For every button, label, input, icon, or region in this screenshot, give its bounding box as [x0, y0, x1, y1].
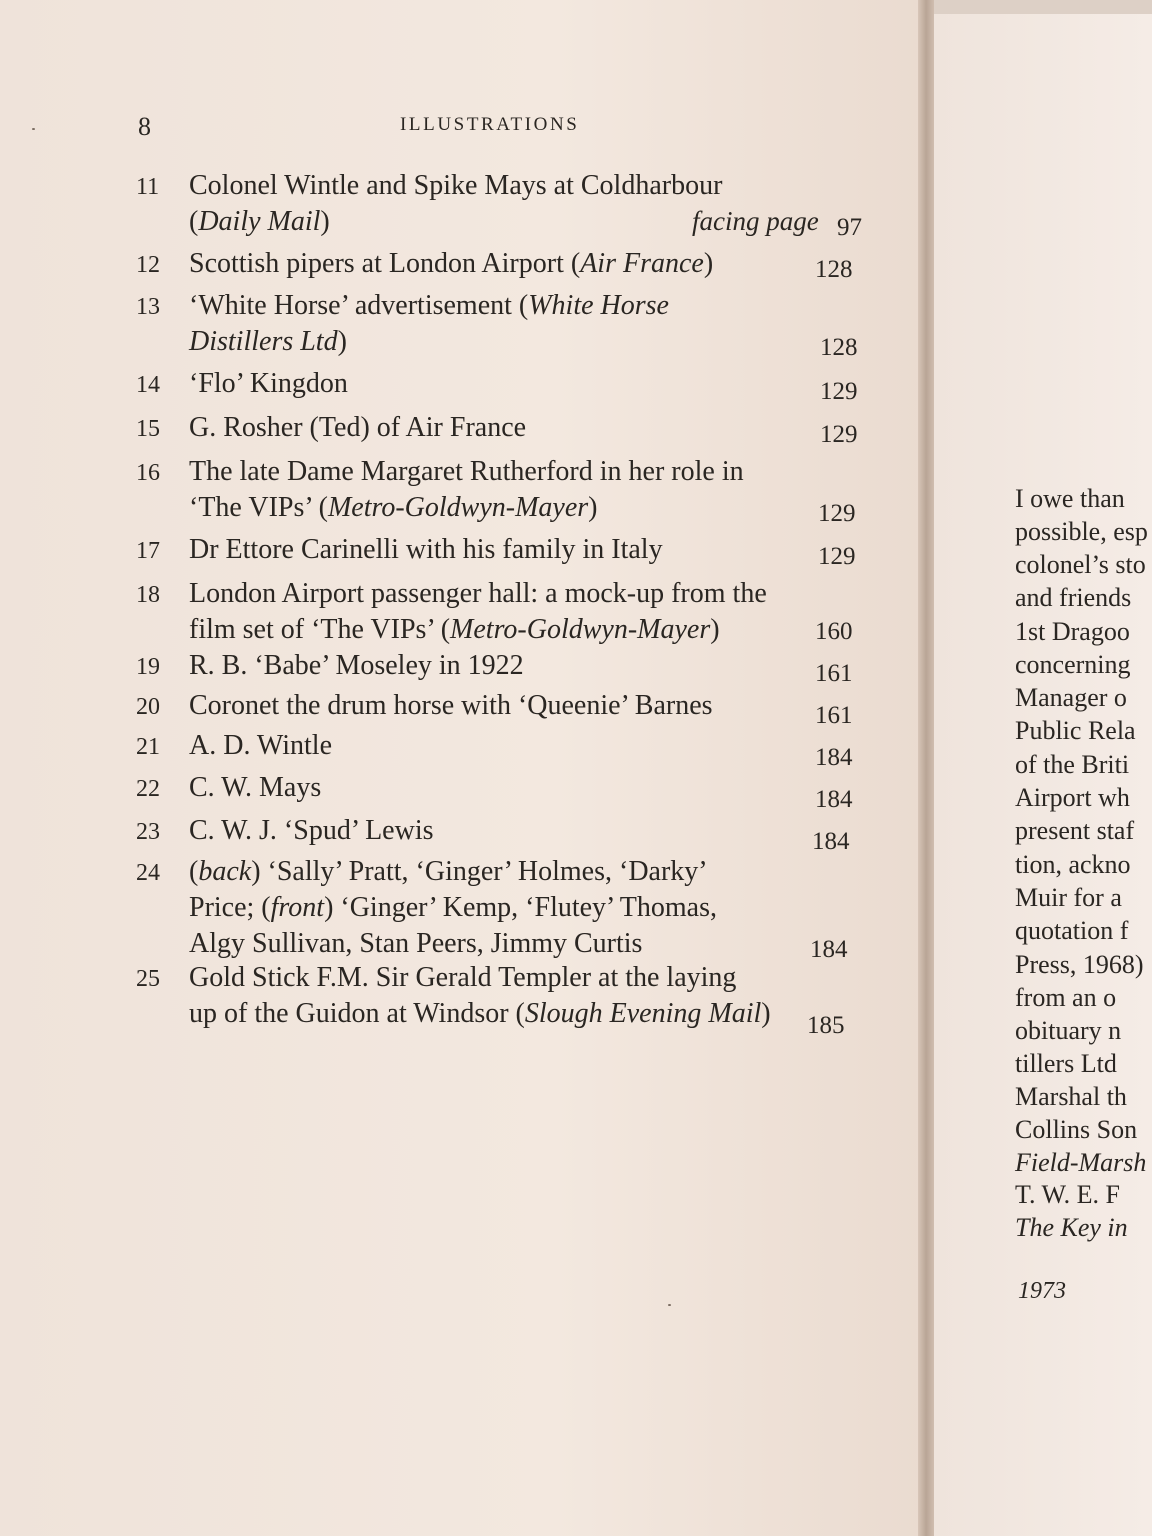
- entry-number: 20: [136, 694, 160, 720]
- year: 1973: [1018, 1278, 1066, 1304]
- acknowledgement-line: obituary n: [1015, 1016, 1122, 1045]
- caption-text: ): [761, 998, 771, 1029]
- acknowledgement-line: tillers Ltd: [1015, 1049, 1117, 1078]
- entry-caption-line: [189, 998, 771, 1030]
- entry-caption-line: [189, 892, 717, 924]
- acknowledgement-line: Manager o: [1015, 683, 1127, 712]
- entry-caption-line: [189, 412, 526, 444]
- acknowledgement-line: The Key in: [1015, 1213, 1128, 1242]
- paper-speck: [32, 128, 35, 130]
- caption-text: (: [189, 856, 199, 887]
- entry-page-number: 160: [815, 618, 853, 645]
- entry-number: 11: [136, 174, 160, 200]
- caption-text: ): [320, 206, 330, 237]
- entry-number: 25: [136, 966, 160, 992]
- acknowledgement-line: Field-Marsh: [1015, 1148, 1147, 1177]
- italic-credit: Metro-Goldwyn-Mayer: [450, 614, 711, 645]
- entry-page-number: 128: [820, 334, 858, 361]
- acknowledgement-line: and friends: [1015, 583, 1132, 612]
- entry-number: 21: [136, 734, 160, 760]
- caption-text: Coronet the drum horse with ‘Queenie’ Barnes: [189, 690, 713, 721]
- caption-text: ): [710, 614, 720, 645]
- entry-caption-line: [189, 456, 744, 488]
- acknowledgement-line: I owe than: [1015, 484, 1125, 513]
- entry-caption-line: [189, 290, 669, 322]
- caption-text: ): [337, 326, 347, 357]
- entry-caption-line: [189, 928, 642, 960]
- entry-caption-line: [189, 690, 713, 722]
- entry-number: 22: [136, 776, 160, 802]
- caption-text: film set of ‘The VIPs’ (: [189, 614, 451, 645]
- entry-caption-line: [189, 772, 321, 804]
- page-number: 8: [138, 112, 151, 141]
- facing-page-label: facing page: [692, 206, 819, 236]
- entry-page-number: 184: [815, 744, 853, 771]
- acknowledgement-line: concerning: [1015, 650, 1131, 679]
- caption-text: R. B. ‘Babe’ Moseley in 1922: [189, 650, 524, 681]
- acknowledgement-line: Airport wh: [1015, 783, 1130, 812]
- entry-page-number: 184: [815, 786, 853, 813]
- entry-caption-line: [189, 248, 713, 280]
- acknowledgement-line: possible, esp: [1015, 517, 1148, 546]
- acknowledgement-line: of the Briti: [1015, 750, 1130, 779]
- italic-credit: Metro-Goldwyn-Mayer: [327, 492, 589, 523]
- acknowledgement-line: from an o: [1015, 983, 1117, 1012]
- caption-text: The late Dame Margaret Rutherford in her role in: [189, 456, 744, 487]
- entry-page-number: 97: [837, 214, 862, 241]
- entry-page-number: 184: [810, 936, 848, 963]
- caption-text: Colonel Wintle and Spike Mays at Coldharbour: [189, 170, 723, 201]
- entry-caption-line: [189, 170, 722, 202]
- acknowledgement-line: present staf: [1015, 816, 1135, 845]
- entry-caption-line: [189, 368, 348, 400]
- entry-caption-line: [189, 326, 347, 358]
- entry-number: 17: [136, 538, 160, 564]
- entry-caption-line: [189, 730, 332, 762]
- entry-number: 18: [136, 582, 160, 608]
- caption-text: G. Rosher (Ted) of Air France: [189, 412, 527, 443]
- italic-credit: back: [198, 856, 252, 887]
- caption-text: ): [588, 492, 598, 523]
- entry-caption-line: [189, 492, 597, 524]
- caption-text: ) ‘Ginger’ Kemp, ‘Flutey’ Thomas,: [324, 892, 718, 923]
- caption-text: ‘White Horse’ advertisement (: [189, 290, 529, 321]
- entry-number: 14: [136, 372, 160, 398]
- entry-caption-line: [189, 578, 767, 610]
- italic-credit: front: [270, 892, 325, 923]
- italic-credit: Air France: [580, 248, 704, 279]
- entry-page-number: 128: [815, 256, 853, 283]
- caption-text: Gold Stick F.M. Sir Gerald Templer at the laying: [189, 962, 737, 993]
- entry-number: 19: [136, 654, 160, 680]
- caption-text: ‘The VIPs’ (: [189, 492, 328, 523]
- caption-text: C. W. Mays: [189, 772, 322, 803]
- entry-number: 12: [136, 252, 160, 278]
- entry-page-number: 129: [818, 500, 856, 527]
- entry-caption-line: [189, 206, 330, 238]
- acknowledgement-line: Press, 1968): [1015, 950, 1144, 979]
- entry-page-number: 185: [807, 1012, 845, 1039]
- caption-text: London Airport passenger hall: a mock-up from the: [189, 578, 767, 609]
- italic-credit: Daily Mail: [198, 206, 321, 237]
- acknowledgement-line: 1st Dragoo: [1015, 617, 1130, 646]
- page-edge-strip: [934, 0, 1152, 14]
- running-head: ILLUSTRATIONS: [400, 114, 580, 135]
- caption-text: (: [189, 206, 199, 237]
- entry-number: 24: [136, 860, 160, 886]
- acknowledgement-line: T. W. E. F: [1015, 1180, 1120, 1209]
- entry-caption-line: [189, 650, 524, 682]
- entry-number: 15: [136, 416, 160, 442]
- entry-page-number: 129: [820, 378, 858, 405]
- caption-text: Dr Ettore Carinelli with his family in Italy: [189, 534, 663, 565]
- caption-text: Algy Sullivan, Stan Peers, Jimmy Curtis: [189, 928, 643, 959]
- entry-caption-line: [189, 534, 663, 566]
- entry-caption-line: [189, 856, 708, 888]
- acknowledgement-line: tion, ackno: [1015, 850, 1131, 879]
- caption-text: C. W. J. ‘Spud’ Lewis: [189, 815, 434, 846]
- acknowledgement-line: Marshal th: [1015, 1082, 1127, 1111]
- italic-credit: Distillers Ltd: [189, 326, 338, 357]
- entry-number: 16: [136, 460, 160, 486]
- entry-caption-line: [189, 815, 434, 847]
- acknowledgement-line: quotation f: [1015, 916, 1129, 945]
- entry-caption-line: [189, 962, 736, 994]
- entry-number: 23: [136, 819, 160, 845]
- caption-text: A. D. Wintle: [189, 730, 333, 761]
- caption-text: up of the Guidon at Windsor (: [189, 998, 525, 1029]
- caption-text: ‘Flo’ Kingdon: [189, 368, 348, 399]
- entry-page-number: 161: [815, 702, 853, 729]
- acknowledgement-line: Muir for a: [1015, 883, 1122, 912]
- italic-credit: White Horse: [528, 290, 669, 321]
- acknowledgement-line: Collins Son: [1015, 1115, 1138, 1144]
- entry-caption-line: [189, 614, 720, 646]
- caption-text: ): [703, 248, 714, 279]
- entry-page-number: 129: [818, 543, 856, 570]
- caption-text: Scottish pipers at London Airport (: [189, 248, 581, 279]
- acknowledgement-line: colonel’s sto: [1015, 550, 1146, 579]
- entry-page-number: 184: [812, 828, 850, 855]
- caption-text: Price; (: [189, 892, 271, 923]
- caption-text: ) ‘Sally’ Pratt, ‘Ginger’ Holmes, ‘Darky’: [251, 856, 708, 887]
- entry-page-number: 161: [815, 660, 853, 687]
- italic-credit: Slough Evening Mail: [524, 998, 762, 1029]
- entry-number: 13: [136, 294, 160, 320]
- paper-speck: [668, 1304, 671, 1306]
- entry-page-number: 129: [820, 421, 858, 448]
- acknowledgement-line: Public Rela: [1015, 716, 1136, 745]
